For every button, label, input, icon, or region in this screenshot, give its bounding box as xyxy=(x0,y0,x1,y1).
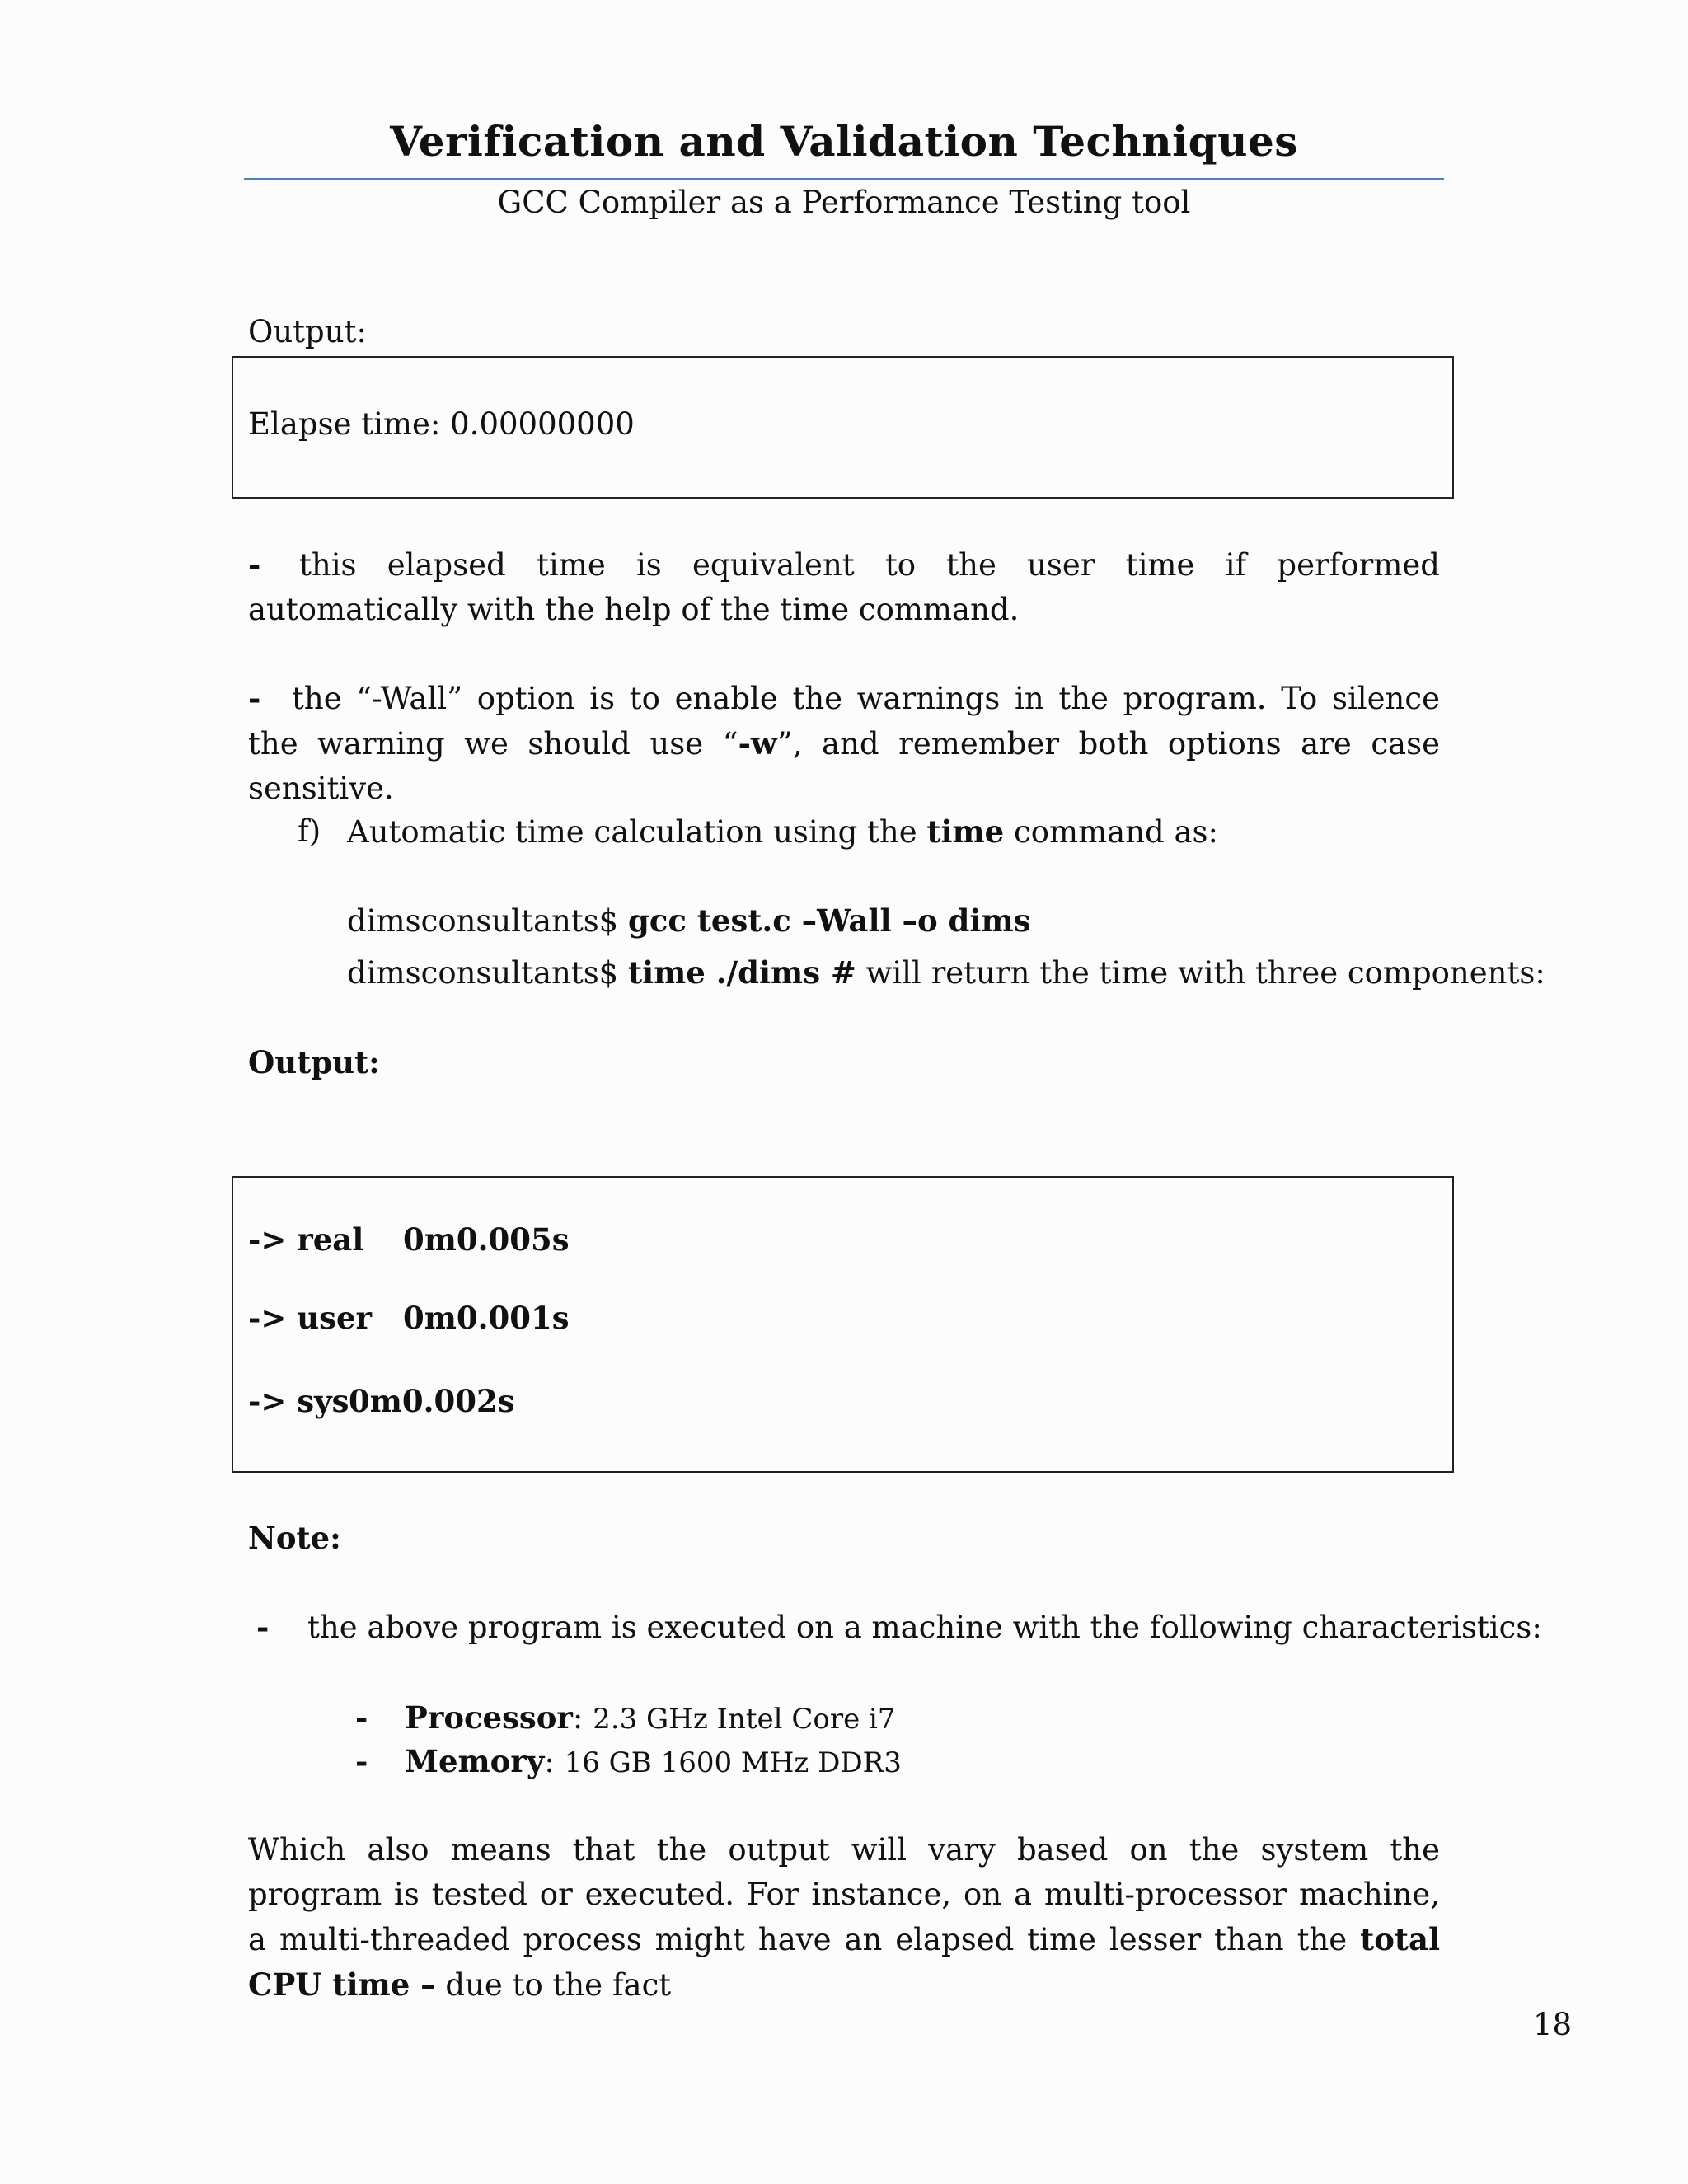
list-marker-f: f) xyxy=(298,813,321,849)
time-value-real: 0m0.005s xyxy=(403,1221,570,1258)
output-label-bold: Output: xyxy=(248,1044,380,1080)
page-title: Verification and Validation Techniques xyxy=(390,117,1298,166)
bullet-dash: - xyxy=(355,1699,368,1736)
bullet-dash: - xyxy=(248,546,261,583)
bullet-wall-option xyxy=(248,676,1440,811)
output-box-time xyxy=(232,1176,1454,1473)
bullet-bold: -w xyxy=(738,725,777,762)
shell-prompt: dimsconsultants$ xyxy=(347,903,628,939)
spec-sep: : xyxy=(572,1700,593,1736)
command-line-compile xyxy=(347,898,1030,944)
time-row-real xyxy=(248,1217,363,1262)
page-number: 18 xyxy=(1533,2007,1573,2042)
shell-prompt: dimsconsultants$ xyxy=(347,955,628,991)
bullet-elapsed-note xyxy=(248,542,1440,632)
spec-value: 16 GB 1600 MHz DDR3 xyxy=(564,1746,902,1779)
closing-text-b: due to the fact xyxy=(435,1967,672,2003)
output-box-elapsed xyxy=(232,356,1454,499)
bullet-text-a: the “-Wall” option is to enable the warnings in the program. To silence the warning we should use “ xyxy=(248,681,1440,762)
command-line-time xyxy=(347,950,1545,996)
time-key: -> real xyxy=(248,1221,364,1258)
time-value-sys: 0m0.002s xyxy=(349,1383,515,1419)
note-text: the above program is executed on a machine with the following characteristics: xyxy=(307,1610,1542,1645)
spec-key: Processor xyxy=(405,1699,573,1736)
bullet-dash: - xyxy=(355,1743,368,1779)
shell-command: time ./dims # xyxy=(628,954,856,991)
shell-comment: will return the time with three components: xyxy=(856,955,1545,991)
note-bullet xyxy=(256,1605,1542,1650)
item-f-bold: time xyxy=(926,813,1005,850)
closing-bold: total CPU time – xyxy=(248,1921,1440,2003)
bullet-dash: - xyxy=(256,1609,270,1645)
closing-text-a: Which also means that the output will vary based on the system the program is tested or executed. For instance, on a multi-processor machine, a multi-threaded process might have an elapsed time lesser than the xyxy=(248,1832,1440,1957)
bullet-text-b: ”, and remember both options are case sensitive. xyxy=(248,726,1440,806)
time-row-user xyxy=(248,1296,372,1340)
output-label: Output: xyxy=(248,314,367,349)
time-key: -> sys xyxy=(248,1383,349,1419)
shell-command: gcc test.c –Wall –o dims xyxy=(628,902,1031,939)
spec-sep: : xyxy=(544,1744,565,1779)
time-row-sys xyxy=(248,1379,349,1423)
closing-paragraph xyxy=(248,1828,1440,2008)
title-divider xyxy=(244,178,1444,180)
bullet-text: this elapsed time is equivalent to the user time if performed automatically with the help of the time command. xyxy=(248,547,1440,627)
elapsed-time-text: Elapse time: 0.00000000 xyxy=(248,406,635,442)
spec-value: 2.3 GHz Intel Core i7 xyxy=(593,1703,896,1736)
bullet-dash: - xyxy=(248,680,261,716)
item-f-text-b: command as: xyxy=(1004,814,1219,850)
spec-memory xyxy=(355,1739,902,1785)
time-value-user: 0m0.001s xyxy=(403,1300,570,1336)
time-key: -> user xyxy=(248,1300,373,1336)
item-f-text xyxy=(347,809,1218,855)
item-f-text-a: Automatic time calculation using the xyxy=(347,814,927,850)
note-label: Note: xyxy=(248,1520,341,1556)
spec-processor xyxy=(355,1695,896,1741)
page-subtitle: GCC Compiler as a Performance Testing tool xyxy=(497,185,1191,220)
spec-key: Memory xyxy=(405,1743,545,1779)
